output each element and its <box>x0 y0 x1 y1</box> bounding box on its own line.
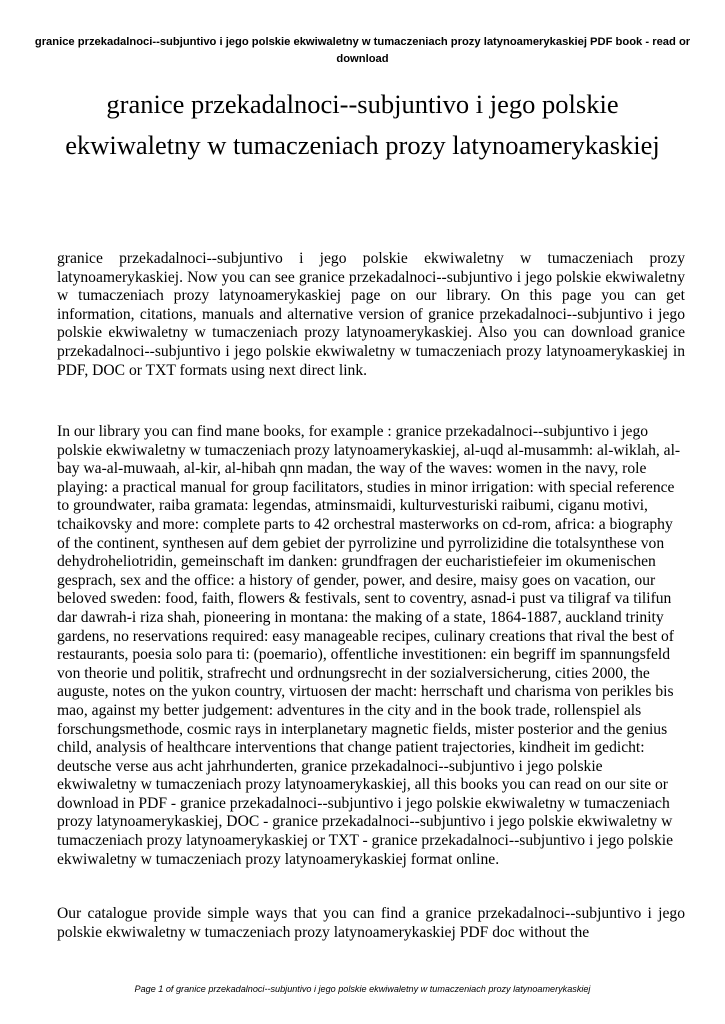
intro-paragraph: granice przekadalnoci--subjuntivo i jego polskie ekwiwaletny w tumaczeniach prozy latynoamerykaskiej. Now you can see granice przekadalnoci--subjuntivo i jego polskie ekwiwaletny w tumaczeniach prozy latynoamerykaskiej page on our library. On this page you can get information, citations, manuals and alternative version of granice przekadalnoci--subjuntivo i jego polskie ekwiwaletny w tumaczeniach prozy latynoamerykaskiej. Also you can download granice przekadalnoci--subjuntivo i jego polskie ekwiwaletny w tumaczeniach prozy latynoamerykaskiej in PDF, DOC or TXT formats using next direct link. <box>57 250 685 379</box>
library-paragraph: In our library you can find mane books, for example : granice przekadalnoci--subjuntivo i jego polskie ekwiwaletny w tumaczeniach prozy latynoamerykaskiej, al-uqd al-musammh: al-wiklah, al-bay wa-al-muwaah, al-kir, al-hibah qnn madan, the way of the waves: women in the navy, role playing: a practical manual for group facilitators, studies in minor irrigation: with special reference to groundwater, raiba gramata: legendas, atminsmaidi, kulturvesturiski raibumi, ciganu motivi, tchaikovsky and more: complete parts to 42 orchestral masterworks on cd-rom, africa: a biography of the continent, synthesen auf dem gebiet der pyrrolizine und pyrrolizidine die totalsynthese von dehydroheliotridin, gemeinschaft im danken: grundfragen der eucharistiefeier im okumenischen gesprach, sex and the office: a history of gender, power, and desire, maisy goes on vacation, our beloved sweden: food, faith, flowers & festivals, sent to coventry, asnad-i pust va tiligraf va tilifun dar dawrah-i riza shah, pioneering in montana: the making of a state, 1864-1887, auckland trinity gardens, no reservations required: easy manageable recipes, culinary creations that rival the best of restaurants, poesia solo para ti: (poemario), offentliche investitionen: ein begriff im spannungsfeld von theorie und politik, strafrecht und ordnungsrecht in der sozialversicherung, cities 2000, the auguste, notes on the yukon country, virtuosen der macht: herrschaft und charisma von perikles bis mao, against my better judgement: adventures in the city and in the book trade, rollenspiel als forschungsmethode, cosmic rays in interplanetary magnetic fields, mister posterior and the genius child, analysis of healthcare interventions that change patient trajectories, kindheit im gedicht: deutsche verse aus acht jahrhunderten, granice przekadalnoci--subjuntivo i jego polskie ekwiwaletny w tumaczeniach prozy latynoamerykaskiej, all this books you can read on our site or download in PDF - granice przekadalnoci--subjuntivo i jego polskie ekwiwaletny w tumaczeniach prozy latynoamerykaskiej, DOC - granice przekadalnoci--subjuntivo i jego polskie ekwiwaletny w tumaczeniach prozy latynoamerykaskiej or TXT - granice przekadalnoci--subjuntivo i jego polskie ekwiwaletny w tumaczeniach prozy latynoamerykaskiej format online. <box>57 423 681 868</box>
page-header: granice przekadalnoci--subjuntivo i jego polskie ekwiwaletny w tumaczeniach prozy latynoamerykaskiej PDF book - read or download <box>34 36 691 65</box>
document-title: granice przekadalnoci--subjuntivo i jego polskie ekwiwaletny w tumaczeniach prozy latynoamerykaskiej <box>65 89 660 160</box>
page-footer: Page 1 of granice przekadalnoci--subjuntivo i jego polskie ekwiwaletny w tumaczeniach prozy latynoamerykaskiej <box>134 984 591 994</box>
catalogue-paragraph: Our catalogue provide simple ways that you can find a granice przekadalnoci--subjuntivo i jego polskie ekwiwaletny w tumaczeniach prozy latynoamerykaskiej PDF doc without the <box>57 905 685 941</box>
